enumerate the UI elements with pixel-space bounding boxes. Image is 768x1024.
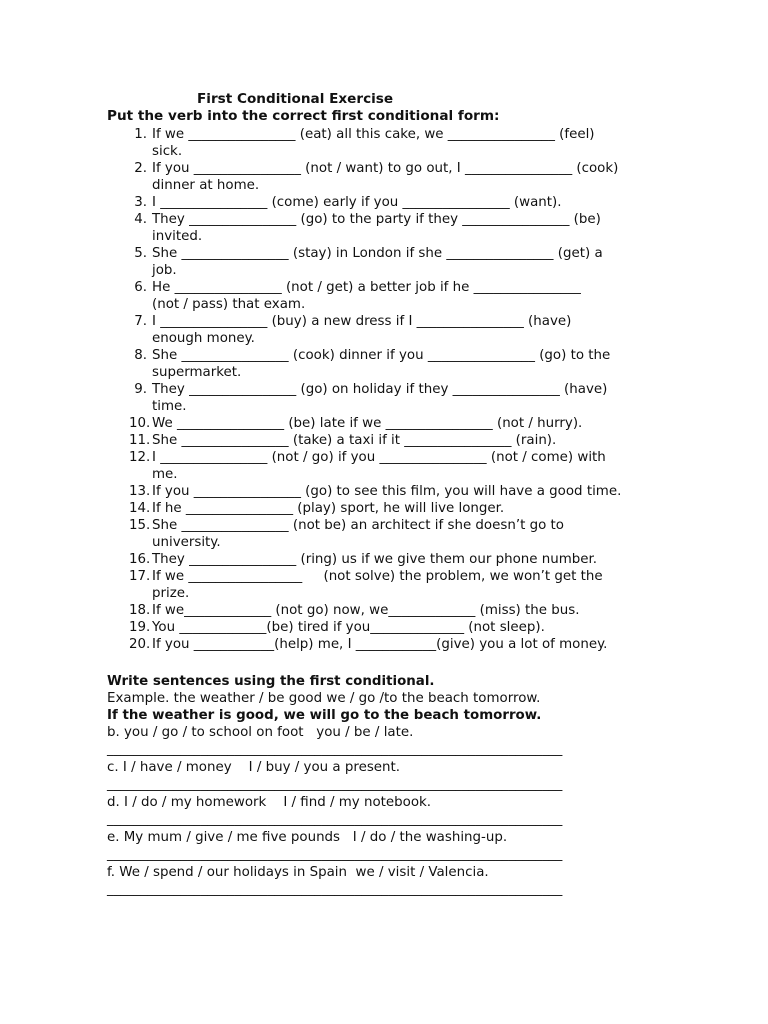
- item-number: 17.: [129, 569, 151, 584]
- exercise-item: [0, 500, 662, 517]
- exercise-item: [0, 279, 662, 313]
- item-text: They ________________ (go) on holiday if they ________________ (have): [152, 382, 608, 397]
- exercise-item: [0, 211, 662, 245]
- answer-line[interactable]: [107, 776, 647, 794]
- item-text: If you ________________ (go) to see this film, you will have a good time.: [152, 484, 622, 499]
- item-text: If we ________________ (eat) all this cake, we ________________ (feel): [152, 127, 595, 142]
- item-number: 13.: [129, 484, 151, 499]
- item-text: me.: [152, 467, 178, 482]
- item-text: job.: [152, 263, 177, 278]
- item-number: 3.: [134, 195, 147, 210]
- item-number: 8.: [134, 348, 147, 363]
- sentence-prompt: d. I / do / my homework I / find / my notebook.: [107, 795, 432, 810]
- exercise-item: [0, 432, 662, 449]
- item-number: 5.: [134, 246, 147, 261]
- item-number: 12.: [129, 450, 151, 465]
- item-text: I ________________ (buy) a new dress if I ________________ (have): [152, 314, 572, 329]
- exercise-item: [0, 551, 662, 568]
- item-text: She ________________ (not be) an architect if she doesn’t go to: [152, 518, 564, 533]
- item-text: If we _________________ (not solve) the problem, we won’t get the: [152, 569, 603, 584]
- item-number: 11.: [129, 433, 151, 448]
- item-text: If we_____________ (not go) now, we_____________ (miss) the bus.: [152, 603, 580, 618]
- answer-line[interactable]: [107, 881, 647, 899]
- exercise-item: [0, 415, 662, 432]
- item-text: She ________________ (cook) dinner if you ________________ (go) to the: [152, 348, 611, 363]
- exercise-item: [0, 517, 662, 551]
- item-number: 1.: [134, 127, 147, 142]
- item-text: They ________________ (ring) us if we give them our phone number.: [152, 552, 598, 567]
- exercise-item: [0, 126, 662, 160]
- instruction: Put the verb into the correct first conditional form:: [107, 108, 500, 124]
- item-text: enough money.: [152, 331, 255, 346]
- exercise-item: [0, 449, 662, 483]
- exercise-item: [0, 245, 662, 279]
- exercise-item: [0, 347, 662, 381]
- item-text: invited.: [152, 229, 203, 244]
- exercise-item: [0, 160, 662, 194]
- item-text: If you ________________ (not / want) to go out, I ________________ (cook): [152, 161, 619, 176]
- answer-underscore: ____________________________________________________________________: [107, 847, 563, 862]
- exercise-item: [0, 636, 662, 653]
- item-text: If you ____________(help) me, I ____________(give) you a lot of money.: [152, 637, 608, 652]
- item-number: 9.: [134, 382, 147, 397]
- item-text: prize.: [152, 586, 190, 601]
- item-number: 6.: [134, 280, 147, 295]
- sentence-prompt: e. My mum / give / me five pounds I / do / the washing-up.: [107, 830, 508, 845]
- item-text: supermarket.: [152, 365, 242, 380]
- prompt-list: [107, 724, 647, 899]
- example-prompt: Example. the weather / be good we / go /to the beach tomorrow.: [107, 691, 541, 706]
- answer-underscore: ____________________________________________________________________: [107, 812, 563, 827]
- sentence-prompt: c. I / have / money I / buy / you a present.: [107, 760, 401, 775]
- answer-line[interactable]: [107, 811, 647, 829]
- exercise-list: [0, 126, 700, 653]
- item-number: 19.: [129, 620, 151, 635]
- sentence-section: [107, 673, 647, 899]
- sentence-prompt: f. We / spend / our holidays in Spain we / visit / Valencia.: [107, 865, 489, 880]
- item-text: (not / pass) that exam.: [152, 297, 306, 312]
- item-text: sick.: [152, 144, 183, 159]
- item-text: We ________________ (be) late if we ________________ (not / hurry).: [152, 416, 583, 431]
- item-text: I ________________ (not / go) if you ________________ (not / come) with: [152, 450, 606, 465]
- item-number: 18.: [129, 603, 151, 618]
- item-number: 4.: [134, 212, 147, 227]
- exercise-item: [0, 381, 662, 415]
- item-number: 20.: [129, 637, 151, 652]
- answer-underscore: ____________________________________________________________________: [107, 742, 563, 757]
- item-number: 16.: [129, 552, 151, 567]
- exercise-item: [0, 619, 662, 636]
- section-heading: Write sentences using the first conditional.: [107, 674, 435, 689]
- item-text: She ________________ (stay) in London if she ________________ (get) a: [152, 246, 603, 261]
- item-text: You _____________(be) tired if you______________ (not sleep).: [152, 620, 545, 635]
- exercise-item: [0, 568, 662, 602]
- item-number: 14.: [129, 501, 151, 516]
- item-number: 2.: [134, 161, 147, 176]
- item-number: 10.: [129, 416, 151, 431]
- item-text: They ________________ (go) to the party if they ________________ (be): [152, 212, 601, 227]
- exercise-item: [0, 483, 662, 500]
- answer-underscore: ____________________________________________________________________: [107, 882, 563, 897]
- answer-line[interactable]: [107, 846, 647, 864]
- item-number: 7.: [134, 314, 147, 329]
- item-text: I ________________ (come) early if you ________________ (want).: [152, 195, 562, 210]
- exercise-item: [0, 313, 662, 347]
- exercise-item: [0, 602, 662, 619]
- item-text: He ________________ (not / get) a better job if he ________________: [152, 280, 581, 295]
- answer-underscore: ____________________________________________________________________: [107, 777, 563, 792]
- item-number: 15.: [129, 518, 151, 533]
- item-text: university.: [152, 535, 221, 550]
- item-text: If he ________________ (play) sport, he will live longer.: [152, 501, 505, 516]
- item-text: dinner at home.: [152, 178, 260, 193]
- item-text: time.: [152, 399, 187, 414]
- item-text: She ________________ (take) a taxi if it ________________ (rain).: [152, 433, 557, 448]
- sentence-prompt: b. you / go / to school on foot you / be / late.: [107, 725, 414, 740]
- exercise-item: [0, 194, 662, 211]
- page-title: First Conditional Exercise: [197, 91, 394, 107]
- answer-line[interactable]: [107, 741, 647, 759]
- example-answer: If the weather is good, we will go to the beach tomorrow.: [107, 708, 542, 723]
